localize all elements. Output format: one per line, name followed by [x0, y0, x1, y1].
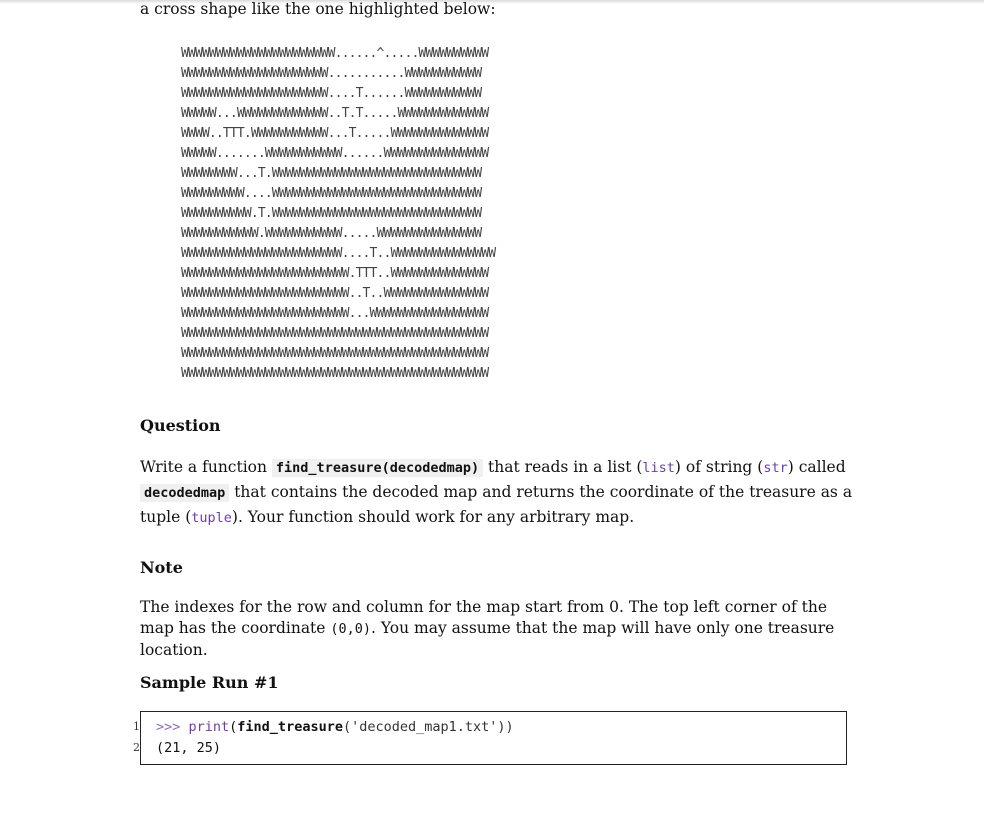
line-number-1: 1 [133, 720, 140, 733]
map-row: WWWWWWWWWWWWWWWWWWWWWWWW..T..WWWWWWWWWWWWWWW [181, 286, 489, 301]
map-row: WWWW..TTT.WWWWWWWWWWW...T.....WWWWWWWWWWWWWW [181, 126, 489, 141]
call-arguments: ('decoded_map1.txt')) [342, 719, 514, 735]
intro-text: a cross shape like the one highlighted below: [140, 0, 496, 18]
question-text-5: that contains the decoded map and returns the coordinate of the treasure as a tuple ( [140, 483, 853, 526]
question-paragraph [140, 455, 855, 530]
question-text-6: ). Your function should work for any arbitrary map. [231, 508, 635, 526]
map-row: WWWWWWWWWWWWWWWWWWWWWWWWWWWWWWWWWWWWWWWWWWWW [181, 326, 489, 341]
map-row: WWWWWWWWWWWWWWWWWWWWWWWW.TTT..WWWWWWWWWWWWWW [181, 266, 489, 281]
map-row: WWWWWWWW...T.WWWWWWWWWWWWWWWWWWWWWWWWWWWWWW [181, 166, 482, 181]
map-row: WWWWWWWWWWWWWWWWWWWWW...........WWWWWWWWWWW [181, 66, 482, 81]
str-keyword: str [763, 460, 788, 476]
map-row: WWWWWWWWWWWWWWWWWWWWWWWWWWWWWWWWWWWWWWWWWWWW [181, 366, 489, 381]
question-text-2: that reads in a list ( [483, 458, 643, 476]
code-line-2-output: (21, 25) [156, 740, 222, 756]
note-text-1: The indexes for the row and column for the map start from 0. The top left corner of the map has the coordinate [140, 598, 827, 637]
param-name: decodedmap [140, 484, 229, 502]
tuple-keyword: tuple [191, 510, 232, 526]
question-text-4: ) called [787, 458, 846, 476]
list-keyword: list [642, 460, 675, 476]
map-row: WWWWW...WWWWWWWWWWWWW..T.T.....WWWWWWWWWWWWW [181, 106, 489, 121]
decoded-map [181, 44, 495, 384]
line-number-2: 2 [133, 741, 140, 754]
map-row: WWWWWWWWWWWWWWWWWWWWWWWW...WWWWWWWWWWWWWWWWW [181, 306, 489, 321]
note-heading: Note [140, 558, 183, 577]
code-line-1 [156, 719, 514, 735]
map-row: WWWWW.......WWWWWWWWWWW......WWWWWWWWWWWWWWW [181, 146, 489, 161]
note-text-2: . You may assume that the map will have only one treasure location. [140, 619, 835, 659]
map-row: WWWWWWWWWWWWWWWWWWWWWWW....T..WWWWWWWWWWWWWWW [181, 246, 496, 261]
map-row: WWWWWWWWWWWWWWWWWWWWW....T......WWWWWWWWWWW [181, 86, 482, 101]
repl-prompt: >>> [156, 719, 189, 735]
function-signature: find_treasure(decodedmap) [272, 459, 483, 477]
sample-run-heading: Sample Run #1 [140, 673, 279, 692]
origin-coordinate: (0,0) [330, 621, 372, 637]
question-text-3: ) of string ( [674, 458, 764, 476]
question-heading: Question [140, 416, 221, 435]
call-function: find_treasure [237, 719, 343, 735]
call-open-paren: ( [229, 719, 238, 735]
map-row: WWWWWWWWWW.T.WWWWWWWWWWWWWWWWWWWWWWWWWWWWWW [181, 206, 482, 221]
map-row: WWWWWWWWWWWWWWWWWWWWWWWWWWWWWWWWWWWWWWWWWWWW [181, 346, 489, 361]
map-row: WWWWWWWWW....WWWWWWWWWWWWWWWWWWWWWWWWWWWWWW [181, 186, 482, 201]
note-paragraph [140, 597, 855, 661]
map-row: WWWWWWWWWWWWWWWWWWWWWW......^.....WWWWWWWWWW [181, 46, 489, 61]
question-text-1: Write a function [140, 458, 272, 476]
map-row: WWWWWWWWWWW.WWWWWWWWWWW.....WWWWWWWWWWWWWWW [181, 226, 482, 241]
print-keyword: print [188, 719, 230, 735]
